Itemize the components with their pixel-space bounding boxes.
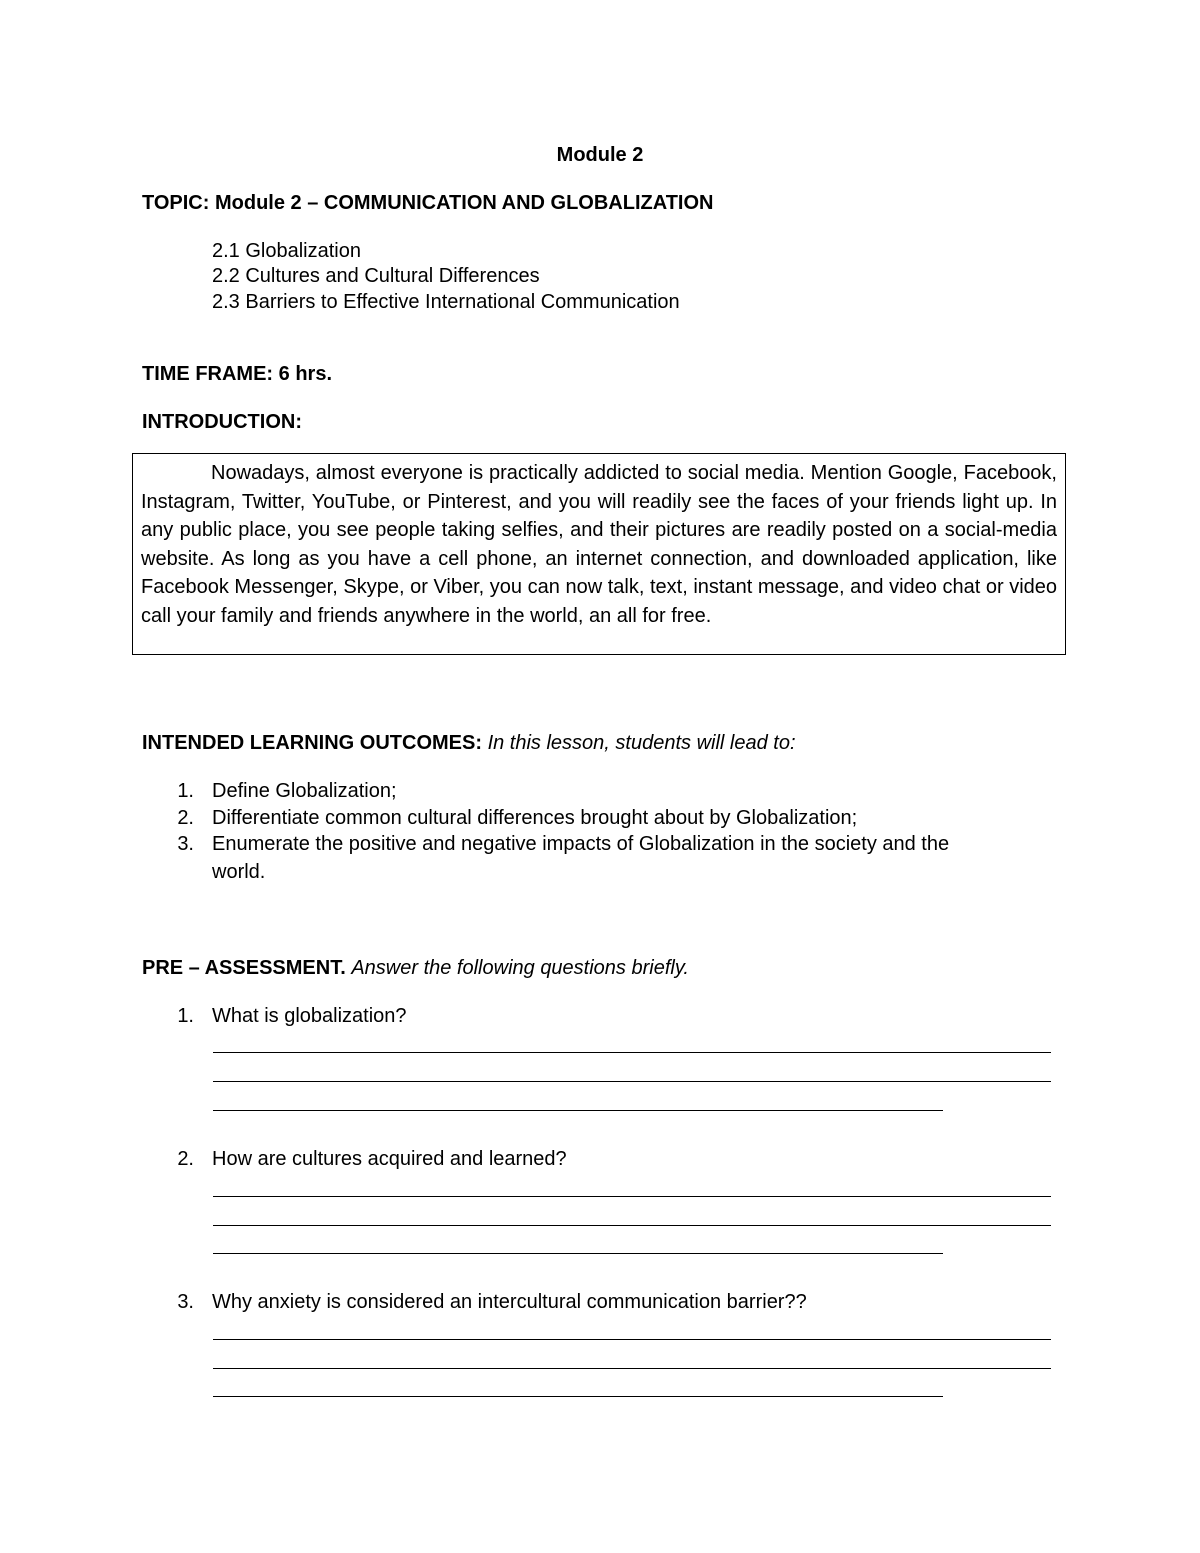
introduction-text: Nowadays, almost everyone is practically addicted to social media. Mention Google, Facebook, Instagram, Twitter, YouTube, or Pinterest, and you will readily see the faces of your friends light up. In any public place, you see people taking selfies, and their pictures are readily posted on a social-media website. As long as you have a cell phone, an internet connection, and downloaded application, like Facebook Messenger, Skype, or Viber, you can now talk, text, instant message, and video chat or video call your family and friends anywhere in the world, an all for free. [141,462,1057,627]
answer-line[interactable] [213,1396,943,1397]
pre-assessment-lead: Answer the following questions briefly. [351,957,689,979]
subtopic-item: 2.2 Cultures and Cultural Differences [212,265,540,287]
answer-line[interactable] [213,1339,1051,1340]
question-text: How are cultures acquired and learned? [212,1148,567,1170]
outcomes-heading: INTENDED LEARNING OUTCOMES: [142,732,482,754]
module-title: Module 2 [556,144,644,166]
outcome-number: 3. [177,833,194,855]
answer-line[interactable] [213,1368,1051,1369]
outcome-number: 1. [177,780,194,802]
question-number: 3. [177,1291,194,1313]
topic-label: TOPIC: [142,192,210,214]
introduction-paragraph [141,459,1057,630]
outcome-item: Differentiate common cultural differences brought about by Globalization; [212,807,858,829]
outcome-item-continuation: world. [212,861,266,883]
answer-line[interactable] [213,1225,1051,1226]
pre-assessment-heading: PRE – ASSESSMENT. [142,957,346,979]
outcomes-lead: In this lesson, students will lead to: [487,732,796,754]
answer-line[interactable] [213,1052,1051,1053]
answer-line[interactable] [213,1081,1051,1082]
topic-line [142,193,713,213]
answer-line[interactable] [213,1253,943,1254]
subtopic-item: 2.1 Globalization [212,240,361,262]
outcome-item: Define Globalization; [212,780,397,802]
introduction-heading: INTRODUCTION: [142,411,302,433]
outcomes-heading-line [142,733,796,753]
outcome-item: Enumerate the positive and negative impacts of Globalization in the society and the [212,833,950,855]
question-number: 2. [177,1148,194,1170]
answer-line[interactable] [213,1196,1051,1197]
question-text: Why anxiety is considered an intercultural communication barrier?? [212,1291,807,1313]
question-text: What is globalization? [212,1005,407,1027]
outcome-number: 2. [177,807,194,829]
question-number: 1. [177,1005,194,1027]
topic-value: Module 2 – COMMUNICATION AND GLOBALIZATION [214,192,714,214]
pre-assessment-heading-line [142,958,689,978]
answer-line[interactable] [213,1110,943,1111]
time-frame: TIME FRAME: 6 hrs. [142,363,333,385]
subtopic-item: 2.3 Barriers to Effective International Communication [212,291,680,313]
